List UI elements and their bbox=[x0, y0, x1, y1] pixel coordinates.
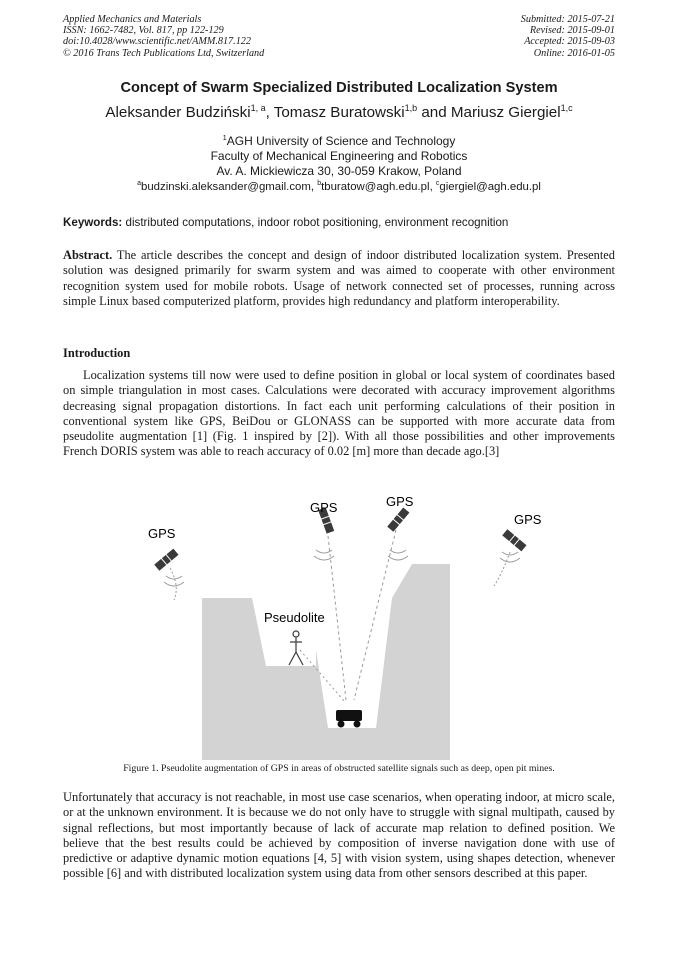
affil-address: Av. A. Mickiewicza 30, 30-059 Krakow, Poland bbox=[216, 163, 462, 178]
author-name: Tomasz Buratowski bbox=[273, 104, 405, 122]
email-address[interactable]: budzinski.aleksander@gmail.com bbox=[141, 180, 311, 193]
email-list: $^a$budzinski.aleksander@gmail.com, $^b$tburatow@agh.edu.pl, $^c$giergiel@agh.edu.pl bbox=[137, 180, 541, 193]
robot-body bbox=[336, 710, 362, 721]
journal-issn: ISSN: 1662-7482, Vol. 817, pp 122-129 bbox=[63, 25, 224, 37]
pseudolite-leg bbox=[296, 652, 303, 665]
robot-wheel bbox=[354, 721, 361, 728]
author-affil-mark: 1,b bbox=[404, 103, 418, 113]
signal-arc bbox=[390, 550, 406, 553]
abstract bbox=[63, 248, 615, 309]
journal-header bbox=[63, 14, 264, 59]
affil-university: AGH University of Science and Technology bbox=[226, 134, 456, 148]
pseudolite-head bbox=[293, 631, 299, 637]
gps-label: GPS bbox=[514, 512, 542, 527]
abstract-label: Abstract. bbox=[63, 248, 113, 262]
date-revised: Revised: 2015-09-01 bbox=[529, 25, 615, 37]
signal-line bbox=[170, 568, 176, 600]
date-accepted: Accepted: 2015-09-03 bbox=[524, 36, 615, 48]
robot-wheel bbox=[338, 721, 345, 728]
author-separator: , bbox=[265, 104, 274, 122]
figure-1-caption: Figure 1. Pseudolite augmentation of GPS in areas of obstructed satellite signals such as deep, open pit mines. bbox=[123, 763, 555, 774]
email-mark: b bbox=[317, 180, 322, 187]
date-submitted: Submitted: 2015-07-21 bbox=[520, 14, 615, 25]
satellite-icon bbox=[502, 529, 526, 551]
signal-arc bbox=[500, 558, 520, 562]
author-name: Mariusz Giergiel bbox=[450, 104, 561, 122]
email-mark: c bbox=[435, 180, 440, 187]
date-online: Online: 2016-01-05 bbox=[533, 47, 615, 59]
keywords-label: Keywords: bbox=[63, 216, 123, 229]
email-mark: a bbox=[137, 180, 141, 187]
author-conjunction: and bbox=[417, 104, 451, 122]
signal-line bbox=[328, 536, 346, 700]
author-name: Aleksander Budziński bbox=[105, 104, 251, 122]
paper-title: Concept of Swarm Specialized Distributed Localization System bbox=[120, 80, 558, 96]
email-address[interactable]: giergiel@agh.edu.pl bbox=[439, 180, 541, 193]
abstract-text: The article describes the concept and design of indoor distributed localization system. Presented solution was designed primarily for swarm system and was aimed to cooperate with other environment recognition system used for mobile robots. Usage of network connected set of processes, running across simple Linux based computerized platform, provides high redundancy and platform interoperability. bbox=[63, 248, 615, 308]
terrain-pit bbox=[202, 564, 450, 760]
author-affil-mark: 1, a bbox=[250, 103, 266, 113]
robot-vehicle-icon bbox=[336, 710, 362, 728]
figure-1-diagram bbox=[140, 490, 580, 760]
signal-arc bbox=[164, 582, 184, 586]
signal-arc bbox=[388, 556, 408, 560]
pseudolite-leg bbox=[289, 652, 296, 665]
gps-label: GPS bbox=[310, 500, 338, 515]
journal-name: Applied Mechanics and Materials bbox=[63, 14, 202, 25]
pseudolite-label: Pseudolite bbox=[264, 610, 325, 625]
journal-copyright: © 2016 Trans Tech Publications Ltd, Switzerland bbox=[63, 47, 265, 59]
author-affil-mark: 1,c bbox=[560, 103, 573, 113]
keywords-text: distributed computations, indoor robot positioning, environment recognition bbox=[125, 216, 509, 229]
satellite-icon bbox=[387, 507, 409, 531]
introduction-paragraph-2: Unfortunately that accuracy is not reachable, in most use case scenarios, when operating indoor, at micro scale, or at the unknown environment. It is because we do not only have to struggle with signal multipath, caused by signal reflections, but most importantly because of lack of accurate map relation to defined position. We believe that the best results could be achieved by composition of inverse navigation done with use of predictive or adaptive dynamic motion equations [4, 5] with vision system, using shapes detection, whenever possible [6] and with distributed localization system using data from other sensors described at this paper. bbox=[63, 790, 615, 881]
journal-doi: doi:10.4028/www.scientific.net/AMM.817.122 bbox=[63, 36, 251, 48]
email-address[interactable]: tburatow@agh.edu.pl bbox=[321, 180, 430, 193]
section-heading-introduction: Introduction bbox=[63, 346, 131, 360]
signal-line bbox=[494, 552, 510, 586]
introduction-paragraph-1: Localization systems till now were used to define position in global or local system of coordinates based on simple triangulation in most cases. Calculations were decorated with accuracy improvement algorithms decreasing signal propagation distortions. In fact each unit performing calculations of their position in conventional system like GPS, BeiDou or GLONASS can be supported with more accurate data from pseudolite augmentation [1] (Fig. 1 inspired by [2]). With all those possibilities and other improvements French DORIS system was able to reach accuracy of 0.02 [m] more than decade ago.[3] bbox=[63, 368, 615, 459]
signal-arc bbox=[314, 556, 334, 560]
affil-faculty: Faculty of Mechanical Engineering and Robotics bbox=[210, 148, 468, 163]
gps-label: GPS bbox=[148, 526, 176, 541]
pseudolite-icon bbox=[289, 631, 303, 665]
gps-satellites bbox=[154, 507, 526, 570]
gps-label: GPS bbox=[386, 494, 414, 509]
satellite-icon bbox=[154, 549, 178, 571]
author-list bbox=[0, 103, 678, 121]
keywords bbox=[63, 216, 623, 229]
affiliation bbox=[0, 131, 678, 178]
dates-header bbox=[521, 14, 615, 59]
affil-mark: 1 bbox=[222, 133, 227, 142]
